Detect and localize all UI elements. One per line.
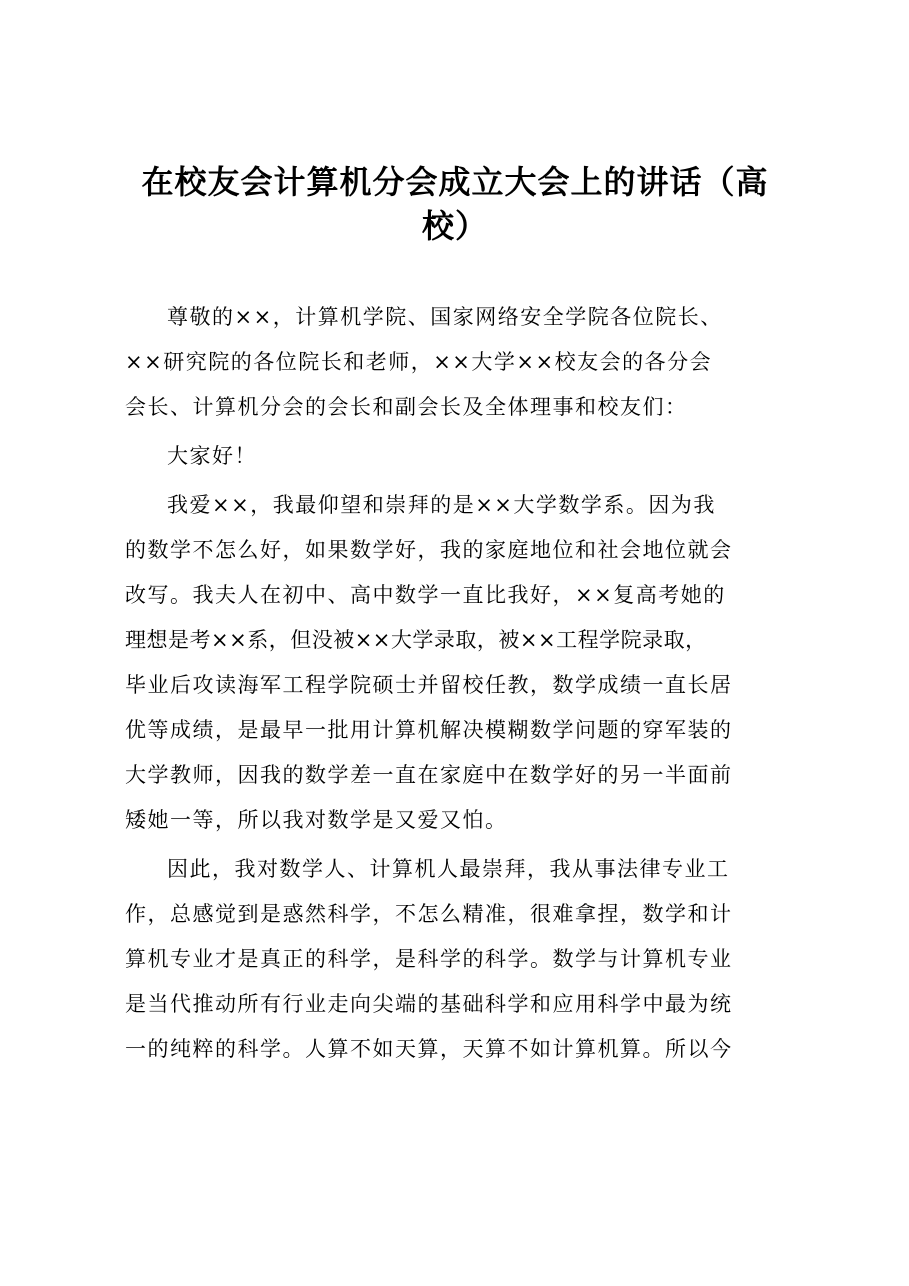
text-line: 作，总感觉到是惑然科学，不怎么精准，很难拿捏，数学和计	[125, 902, 733, 926]
document-title	[125, 160, 785, 248]
body-paragraph-2	[125, 847, 797, 1072]
text-line: 矮她一等，所以我对数学是又爱又怕。	[125, 808, 508, 832]
salutation-paragraph	[125, 295, 797, 430]
text-line: 大学教师，因我的数学差一直在家庭中在数学好的另一半面前	[125, 763, 733, 787]
text-line: 理想是考××系，但没被××大学录取，被××工程学院录取，	[125, 628, 707, 652]
text-line: 算机专业才是真正的科学，是科学的科学。数学与计算机专业	[125, 947, 733, 971]
text-line: 的数学不怎么好，如果数学好，我的家庭地位和社会地位就会	[125, 538, 733, 562]
greeting-paragraph	[125, 434, 797, 479]
title-line-2: 校）	[421, 207, 488, 245]
text-line: 会长、计算机分会的会长和副会长及全体理事和校友们：	[125, 395, 688, 419]
text-line: 改写。我夫人在初中、高中数学一直比我好，××复高考她的	[125, 583, 726, 607]
text-line: 优等成绩，是最早一批用计算机解决模糊数学问题的穿军装的	[125, 718, 733, 742]
text-line: 我爱××，我最仰望和崇拜的是××大学数学系。因为我	[167, 493, 716, 517]
text-line: 因此，我对数学人、计算机人最崇拜，我从事法律专业工	[167, 857, 730, 881]
document-body	[125, 295, 797, 1076]
title-line-1: 在校友会计算机分会成立大会上的讲话（高	[141, 163, 769, 201]
text-line: 一的纯粹的科学。人算不如天算，天算不如计算机算。所以今	[125, 1037, 733, 1061]
text-line: 是当代推动所有行业走向尖端的基础科学和应用科学中最为统	[125, 992, 733, 1016]
body-paragraph-1	[125, 483, 797, 843]
text-line: 尊敬的××，计算机学院、国家网络安全学院各位院长、	[167, 305, 723, 329]
text-line: 毕业后攻读海军工程学院硕士并留校任教，数学成绩一直长居	[125, 673, 733, 697]
greeting-text: 大家好！	[167, 444, 257, 468]
text-line: ××研究院的各位院长和老师，××大学××校友会的各分会	[125, 350, 713, 374]
